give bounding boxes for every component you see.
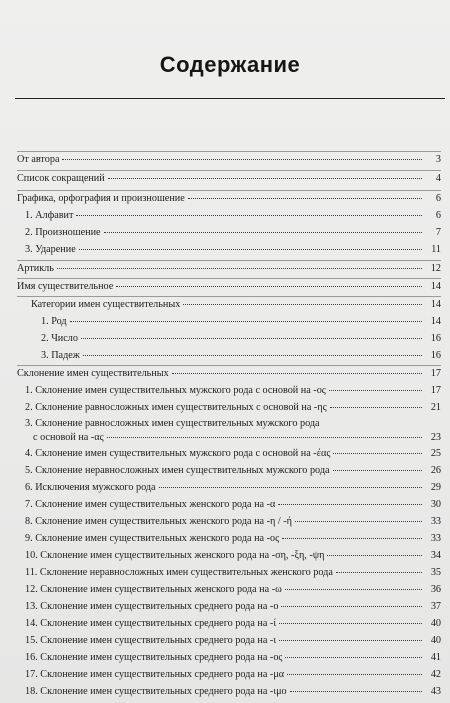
toc-entry [17, 447, 441, 460]
toc-leader [279, 632, 422, 641]
toc-entry-label: 2. Склонение равносложных имен существительных с основой на -ης [25, 402, 327, 413]
toc-leader [279, 615, 422, 624]
toc-page-number: 21 [430, 402, 441, 413]
toc-page-number: 41 [430, 652, 441, 663]
toc-leader [278, 496, 422, 505]
toc-entry-label: 3. Ударение [25, 244, 76, 255]
title-block [15, 30, 445, 102]
toc-entry-label: 3. Падеж [41, 350, 80, 361]
toc-entry [17, 209, 441, 222]
toc-page-number: 7 [435, 227, 441, 238]
toc-entry [17, 583, 441, 596]
toc-entry [17, 464, 441, 477]
toc-entry [17, 532, 441, 545]
toc-leader [108, 170, 422, 179]
toc-page-number: 12 [430, 263, 441, 274]
toc-page-number: 29 [430, 482, 441, 493]
toc-page-number: 26 [430, 465, 441, 476]
toc-entry-label: Список сокращений [17, 173, 105, 184]
toc-entry-label: 5. Склонение неравносложных имен существительных мужского рода [25, 465, 330, 476]
toc-page-number: 40 [430, 635, 441, 646]
toc-page-number: 17 [430, 368, 441, 379]
toc-leader [104, 224, 422, 233]
toc-page-number: 36 [430, 584, 441, 595]
toc-entry [17, 262, 441, 275]
toc-page-number: 33 [430, 516, 441, 527]
toc-entry-label: Имя существительное [17, 281, 114, 292]
toc-entry-label: 17. Склонение имен существительных среднего рода на -μα [25, 669, 285, 680]
toc-entry-label: 7. Склонение имен существительных женского рода на -α [25, 499, 276, 510]
toc-entry [17, 668, 441, 681]
toc-leader [188, 190, 422, 199]
toc-leader [183, 296, 422, 305]
toc-entry [17, 566, 441, 579]
toc-entry-label: 13. Склонение имен существительных среднего рода на -ο [25, 601, 279, 612]
toc-page-number: 4 [435, 173, 441, 184]
toc-page-number: 42 [430, 669, 441, 680]
toc-leader [327, 547, 422, 556]
toc-entry-label: 6. Исключения мужского рода [25, 482, 156, 493]
toc-entry [17, 192, 441, 205]
toc-leader [287, 666, 422, 675]
toc-entry [17, 315, 441, 328]
toc-entry-label: 14. Склонение имен существительных среднего рода на -ί [25, 618, 277, 629]
toc-entry-label: 1. Склонение имен существительных мужского рода с основой на -ος [25, 385, 326, 396]
toc-entry [17, 384, 441, 397]
toc-entry-label: Артикль [17, 263, 54, 274]
toc-page-number: 14 [430, 299, 441, 310]
toc-leader [70, 313, 422, 322]
toc-entry [17, 243, 441, 256]
toc-entry [17, 651, 441, 664]
toc-entry-label: 2. Число [41, 333, 78, 344]
toc-entry [17, 515, 441, 528]
toc-entry [17, 685, 441, 698]
toc-page-number: 14 [430, 281, 441, 292]
toc-page-number: 16 [430, 350, 441, 361]
toc-entry-label: 10. Склонение имен существительных женского рода на -ση, -ξη, -ψη [25, 550, 325, 561]
toc-leader [295, 513, 422, 522]
toc-entry-label: 11. Склонение неравносложных имен существительных женского рода [25, 567, 333, 578]
toc-entry [17, 367, 441, 380]
toc-leader [336, 564, 422, 573]
toc-entry [17, 634, 441, 647]
toc-entry [17, 600, 441, 613]
toc-leader [282, 530, 422, 539]
toc-entry-label: 2. Произношение [25, 227, 101, 238]
toc-entry [17, 298, 441, 311]
toc-entry-label: Склонение имен существительных [17, 368, 169, 379]
toc-leader [107, 429, 422, 438]
toc-leader [285, 581, 422, 590]
toc-leader [57, 260, 422, 269]
toc-entry-label: 15. Склонение имен существительных среднего рода на -ι [25, 635, 277, 646]
toc-page-number: 16 [430, 333, 441, 344]
toc-page-number: 25 [430, 448, 441, 459]
toc-page-number: 30 [430, 499, 441, 510]
toc-page-number: 35 [430, 567, 441, 578]
toc-entry-label: 18. Склонение имен существительных среднего рода на -ιμο [25, 686, 287, 697]
toc-leader [172, 365, 422, 374]
toc-entry [17, 481, 441, 494]
toc-entry [17, 226, 441, 239]
toc-entry-label: 3. Склонение равносложных имен существительных мужского рода [25, 418, 320, 429]
toc-page-number: 33 [430, 533, 441, 544]
toc-page-number: 23 [430, 431, 441, 443]
toc-entry [17, 498, 441, 511]
toc-entry-label: Категории имен существительных [31, 299, 181, 310]
toc-leader [281, 598, 422, 607]
toc-page-number: 11 [431, 244, 441, 255]
toc-entry [17, 617, 441, 630]
toc-leader [62, 151, 422, 160]
toc-entry [17, 332, 441, 345]
toc-leader [285, 649, 422, 658]
toc-entry [17, 349, 441, 362]
toc-leader [329, 382, 422, 391]
toc-entry-label: 16. Склонение имен существительных среднего рода на -ος [25, 652, 283, 663]
title-rule [15, 98, 445, 99]
toc-page-number: 43 [430, 686, 441, 697]
toc-entry-label: 12. Склонение имен существительных женского рода на -ω [25, 584, 282, 595]
toc-leader [333, 445, 422, 454]
toc-entry [17, 549, 441, 562]
toc-leader [81, 330, 422, 339]
toc-page-number: 34 [430, 550, 441, 561]
toc-entry-label: Графика, орфография и произношение [17, 193, 185, 204]
toc-page-number: 6 [435, 210, 441, 221]
toc-page-number: 17 [430, 385, 441, 396]
toc-leader [333, 462, 422, 471]
toc-leader [290, 683, 422, 692]
toc-entry [17, 153, 441, 166]
toc-entry [17, 280, 441, 293]
toc-leader [76, 207, 422, 216]
toc-entry-label-continued: с основой на -ας [33, 431, 104, 443]
toc-entry-label: 8. Склонение имен существительных женского рода на -η / -ή [25, 516, 292, 527]
toc-leader [330, 399, 422, 408]
toc-page-number: 6 [435, 193, 441, 204]
toc-leader [83, 347, 422, 356]
toc-entry [17, 401, 441, 414]
toc-entry-label: 4. Склонение имен существительных мужского рода с основой на -έας [25, 448, 331, 459]
toc-entry [17, 418, 441, 443]
toc-entry-label: 9. Склонение имен существительных женского рода на -ος [25, 533, 280, 544]
toc-entry [17, 172, 441, 185]
toc-entry-label: 1. Алфавит [25, 210, 74, 221]
toc-leader [116, 278, 422, 287]
toc-leader [159, 479, 422, 488]
toc-page-number: 3 [435, 154, 441, 165]
toc-leader [79, 241, 422, 250]
toc-entry-label: 1. Род [41, 316, 67, 327]
toc-page-number: 14 [430, 316, 441, 327]
toc-page-number: 37 [430, 601, 441, 612]
toc-entry-label: От автора [17, 154, 60, 165]
toc-page-number: 40 [430, 618, 441, 629]
page-title: Содержание [159, 52, 301, 77]
